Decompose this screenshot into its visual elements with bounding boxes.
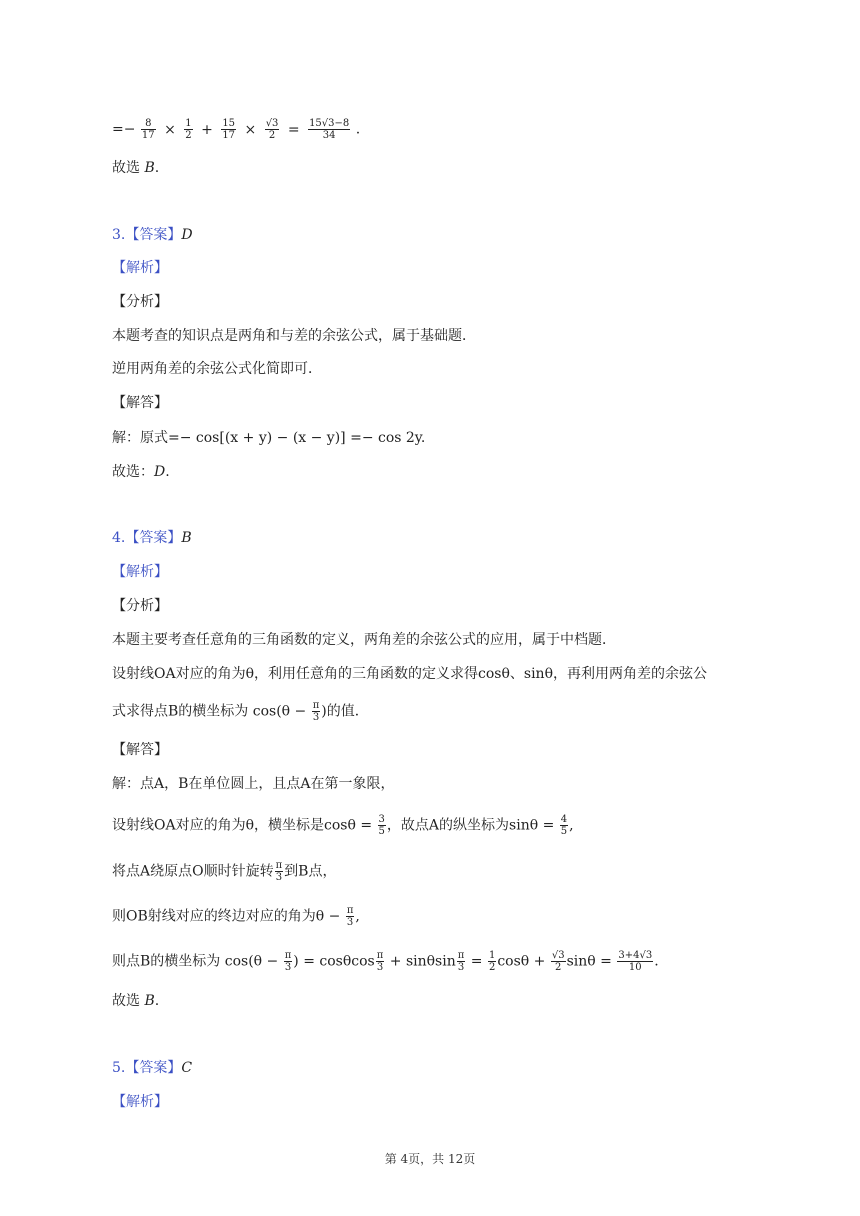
q3-jiexi: 【解析】: [112, 260, 168, 276]
q4-step-2: 设射线OA对应的角为θ，横坐标是cosθ = $\frac{3}{5}$ ，故点A的纵坐标为sinθ = $\frac{4}{5}$ ,: [112, 814, 574, 837]
fraction: $\frac{√3}{2}$: [265, 118, 279, 141]
choice-line: 故选 B.: [112, 160, 160, 176]
q4-text-2: 设射线OA对应的角为θ，利用任意角的三角函数的定义求得cosθ、sinθ，再利用两角差的余弦公: [112, 666, 708, 682]
q4-jiexi: 【解析】: [112, 564, 168, 580]
q4-step-5: 则点B的横坐标为 cos(θ − $\frac{\pi}{3}$ ) = cosθcos $\frac{\pi}{3}$ + sinθsin $\frac{\pi}{3}$ = $\frac{1}{2}$ cosθ + $\frac{√3}{2}$ sinθ = $\frac{3+4√3}{10}$ .: [112, 950, 659, 973]
operator: ×: [164, 121, 176, 138]
q3-jieda: 【解答】: [112, 395, 168, 411]
text: =−: [112, 121, 136, 138]
q4-step-1: 解：点A，B在单位圆上，且点A在第一象限，: [112, 776, 395, 792]
q3-solution: 解：原式=− cos[(x + y) − (x − y)] =− cos 2y.: [112, 430, 426, 446]
q4-choice: 故选 B.: [112, 993, 160, 1009]
q5-answer-heading: 5.【答案】C: [112, 1060, 193, 1076]
fraction: $\frac{1}{2}$: [185, 118, 192, 141]
q4-text-1: 本题主要考查任意角的三角函数的定义，两角差的余弦公式的应用，属于中档题．: [112, 632, 616, 648]
q4-text-3: 式求得点B的横坐标为 cos(θ − $\frac{\pi}{3}$ )的值．: [112, 700, 369, 723]
q3-choice: 故选：D.: [112, 464, 170, 480]
operator: =: [287, 121, 300, 138]
q4-step-4: 则OB射线对应的终边对应的角为θ − $\frac{\pi}{3}$ ,: [112, 905, 360, 928]
q4-answer-heading: 4.【答案】B: [112, 530, 192, 546]
page-footer: 第 4页，共 12页: [384, 1152, 476, 1166]
q3-fenxi: 【分析】: [112, 294, 168, 310]
q3-text-1: 本题考查的知识点是两角和与差的余弦公式，属于基础题．: [112, 328, 476, 344]
operator: ×: [244, 121, 257, 138]
q5-jiexi: 【解析】: [112, 1094, 168, 1110]
fraction: $\frac{8}{17}$: [141, 118, 155, 141]
fraction: $\frac{15}{17}$: [222, 118, 236, 141]
q4-fenxi: 【分析】: [112, 598, 168, 614]
q4-jieda: 【解答】: [112, 742, 168, 758]
formula-line: =− $\frac{8}{17}$ × $\frac{1}{2}$ + $\frac{15}{17}$ × $\frac{√3}{2}$ = $\frac{15√3-8}{34}$ .: [112, 118, 361, 141]
q3-text-2: 逆用两角差的余弦公式化简即可．: [112, 361, 322, 377]
q4-step-3: 将点A绕原点O顺时针旋转 $\frac{\pi}{3}$ 到B点，: [112, 860, 337, 883]
operator: +: [201, 121, 213, 138]
q3-answer-heading: 3.【答案】D: [112, 227, 193, 243]
fraction: $\frac{15√3-8}{34}$: [309, 118, 350, 141]
